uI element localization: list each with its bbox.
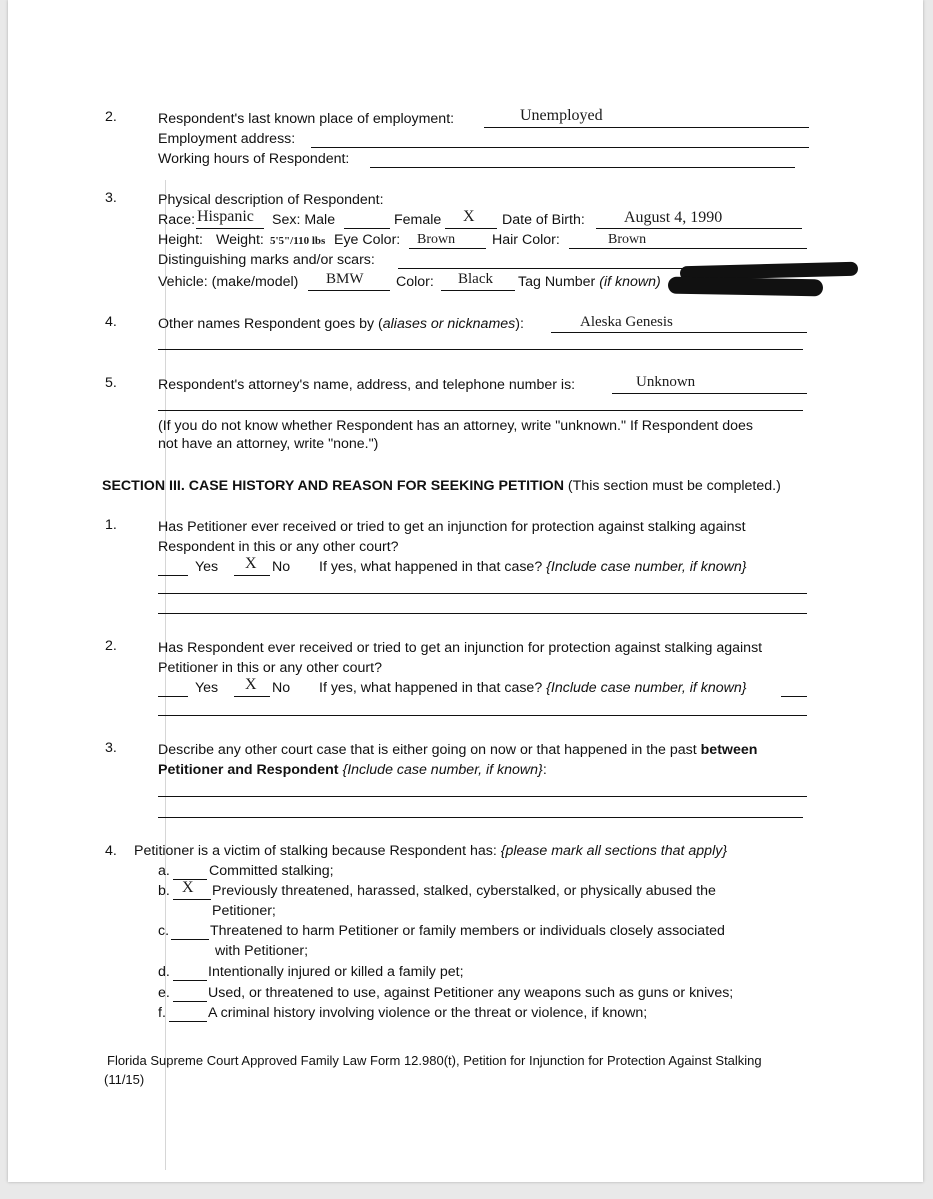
weight-label: Weight:	[216, 232, 264, 248]
option-text: A criminal history involving violence or the threat or violence, if known;	[208, 1005, 648, 1021]
option-text: Threatened to harm Petitioner or family members or individuals closely associated	[210, 923, 725, 939]
eye-color-label: Eye Color:	[334, 232, 401, 248]
option-text: with Petitioner;	[215, 943, 309, 959]
marks-scars-label: Distinguishing marks and/or scars:	[158, 252, 375, 268]
item-number: 4.	[105, 843, 117, 859]
employment-value: Unemployed	[520, 107, 603, 124]
hair-color-line	[569, 248, 807, 249]
followup-text: If yes, what happened in that case? {Include case number, if known}	[319, 559, 747, 575]
dob-value: August 4, 1990	[624, 209, 723, 226]
yes-label: Yes	[195, 680, 219, 696]
male-line	[344, 228, 390, 229]
hair-color-label: Hair Color:	[492, 232, 560, 248]
yes-line	[158, 575, 188, 576]
female-mark: X	[463, 208, 475, 225]
question-text: Has Respondent ever received or tried to get an injunction for protection against stalking against	[158, 640, 763, 656]
question-text: Respondent in this or any other court?	[158, 539, 399, 555]
option-text: Intentionally injured or killed a family pet;	[208, 964, 464, 980]
option-line	[173, 980, 207, 981]
option-line	[171, 939, 209, 940]
vehicle-color-value: Black	[458, 271, 493, 287]
female-line	[445, 228, 497, 229]
employment-address-line	[311, 147, 809, 148]
option-letter: a.	[158, 863, 170, 879]
attorney-value: Unknown	[636, 374, 696, 390]
yes-label: Yes	[195, 559, 219, 575]
option-letter: f.	[158, 1005, 166, 1021]
working-hours-line	[370, 167, 795, 168]
dob-label: Date of Birth:	[502, 212, 585, 228]
aliases-value: Aleska Genesis	[580, 314, 673, 330]
form-footer-date: (11/15)	[104, 1072, 145, 1087]
attorney-line	[612, 393, 807, 394]
option-text: Used, or threatened to use, against Petitioner any weapons such as guns or knives;	[208, 985, 734, 1001]
answer-line	[158, 613, 807, 614]
stalking-intro: Petitioner is a victim of stalking because Respondent has: {please mark all sections that apply}	[134, 843, 728, 859]
eye-color-value: Brown	[417, 232, 456, 247]
attorney-label: Respondent's attorney's name, address, and telephone number is:	[158, 377, 576, 393]
option-line	[173, 899, 211, 900]
aliases-line-2	[158, 349, 803, 350]
followup-text: If yes, what happened in that case? {Include case number, if known}	[319, 680, 747, 696]
document-page	[8, 0, 923, 1182]
height-label: Height:	[158, 232, 203, 248]
item-number: 3.	[105, 740, 117, 756]
vehicle-line	[308, 290, 390, 291]
race-line	[196, 228, 264, 229]
no-label: No	[272, 680, 291, 696]
vehicle-label: Vehicle: (make/model)	[158, 274, 299, 290]
employment-address-label: Employment address:	[158, 131, 296, 147]
vehicle-color-line	[441, 290, 515, 291]
section-heading: SECTION III. CASE HISTORY AND REASON FOR SEEKING PETITION (This section must be completed.)	[102, 478, 781, 494]
race-value: Hispanic	[197, 208, 254, 225]
option-letter: d.	[158, 964, 170, 980]
question-text: Petitioner in this or any other court?	[158, 660, 382, 676]
height-weight-value: 5'5"/110 lbs	[270, 235, 326, 247]
attorney-note: (If you do not know whether Respondent has an attorney, write "unknown." If Respondent does	[158, 418, 754, 434]
option-text: Previously threatened, harassed, stalked, cyberstalked, or physically abused the	[212, 883, 716, 899]
no-mark: X	[245, 676, 257, 693]
answer-line	[158, 715, 807, 716]
question-text: Describe any other court case that is either going on now or that happened in the past between	[158, 742, 758, 758]
option-line	[173, 1001, 207, 1002]
no-line	[234, 696, 270, 697]
form-footer: Florida Supreme Court Approved Family Law Form 12.980(t), Petition for Injunction for Protection Against Stalking	[107, 1053, 762, 1068]
physical-description-title: Physical description of Respondent:	[158, 192, 384, 208]
no-mark: X	[245, 555, 257, 572]
option-line	[169, 1021, 207, 1022]
item-number: 2.	[105, 638, 117, 654]
aliases-label: Other names Respondent goes by (aliases or nicknames):	[158, 316, 524, 332]
option-letter: c.	[158, 923, 170, 939]
no-label: No	[272, 559, 291, 575]
question-text: Has Petitioner ever received or tried to get an injunction for protection against stalking against	[158, 519, 746, 535]
working-hours-label: Working hours of Respondent:	[158, 151, 350, 167]
option-letter: e.	[158, 985, 170, 1001]
answer-line	[158, 796, 807, 797]
race-label: Race:	[158, 212, 196, 228]
sex-label: Sex: Male	[272, 212, 336, 228]
aliases-line	[551, 332, 807, 333]
attorney-note: not have an attorney, write "none.")	[158, 436, 379, 452]
employment-line	[484, 127, 809, 128]
female-label: Female	[394, 212, 442, 228]
item-number: 3.	[105, 190, 117, 206]
employment-label: Respondent's last known place of employment:	[158, 111, 455, 127]
redaction-mark	[668, 277, 823, 297]
option-letter: b.	[158, 883, 170, 899]
hair-color-value: Brown	[608, 232, 647, 247]
question-text: Petitioner and Respondent {Include case number, if known}:	[158, 762, 547, 778]
yes-line	[158, 696, 188, 697]
item-number: 2.	[105, 109, 117, 125]
dob-line	[596, 228, 802, 229]
item-number: 1.	[105, 517, 117, 533]
no-line	[234, 575, 270, 576]
tag-number-label: Tag Number (if known)	[518, 274, 661, 290]
answer-line	[158, 817, 803, 818]
attorney-line-2	[158, 410, 803, 411]
vehicle-value: BMW	[326, 271, 364, 287]
vehicle-color-label: Color:	[396, 274, 434, 290]
item-number: 4.	[105, 314, 117, 330]
item-number: 5.	[105, 375, 117, 391]
option-text: Petitioner;	[212, 903, 276, 919]
answer-line	[781, 696, 807, 697]
answer-line	[158, 593, 807, 594]
option-text: Committed stalking;	[209, 863, 334, 879]
option-mark: X	[182, 879, 194, 896]
